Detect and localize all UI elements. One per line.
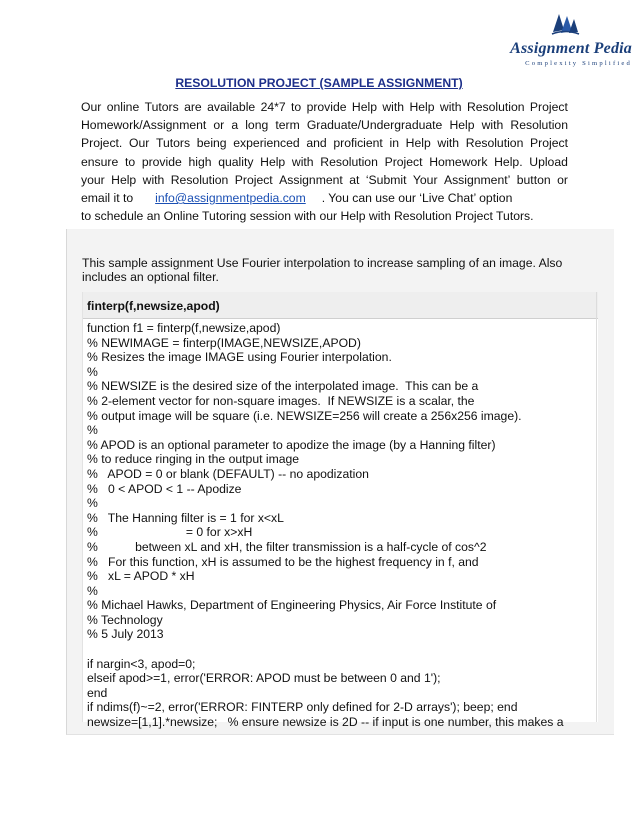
intro-word: and	[306, 136, 327, 151]
intro-word: ‘Submit	[365, 172, 407, 187]
code-scroll-edge	[596, 292, 597, 722]
intro-paragraph	[81, 98, 568, 225]
email-line-after: . You can use our ‘Live Chat’ option	[321, 191, 513, 206]
intro-word: with	[382, 100, 405, 114]
email-line-before: email it to	[81, 191, 134, 206]
intro-word: with	[291, 154, 314, 169]
intro-word: Help	[351, 100, 377, 114]
intro-word: provide	[141, 154, 182, 169]
intro-line	[81, 98, 568, 116]
intro-word: or	[557, 172, 568, 187]
code-line: % to reduce ringing in the output image	[87, 452, 300, 467]
intro-word: Help	[405, 136, 431, 151]
code-line: function f1 = finterp(f,newsize,apod)	[87, 321, 281, 335]
intro-word: Tutors	[144, 100, 179, 114]
code-line: % xL = APOD * xH	[87, 569, 195, 584]
intro-word: are	[184, 100, 202, 114]
intro-line	[81, 171, 568, 189]
code-line: %	[87, 364, 98, 379]
intro-word: Project	[234, 172, 273, 187]
intro-word: term	[275, 118, 300, 133]
code-line: %	[87, 496, 98, 511]
intro-word: Resolution	[510, 118, 568, 133]
intro-word: provide	[306, 100, 347, 114]
intro-word: to	[124, 154, 136, 169]
intro-word: button	[516, 172, 551, 187]
intro-word: with	[481, 118, 504, 133]
sample-description: This sample assignment Use Fourier interpolation to increase sampling of an image. Also includes an optional filter.	[82, 256, 563, 285]
intro-word: with	[439, 100, 462, 114]
intro-word: Project	[384, 154, 423, 169]
intro-word: available	[207, 100, 256, 114]
intro-word: Homework/Assignment	[81, 118, 207, 133]
code-line: % Michael Hawks, Department of Engineering Physics, Air Force Institute of	[87, 598, 497, 613]
intro-word: or	[213, 118, 225, 133]
intro-word: Project.	[81, 136, 123, 151]
intro-word: Upload	[529, 154, 568, 169]
intro-word: Our	[129, 136, 150, 151]
code-line: end	[87, 685, 108, 700]
code-line: if ndims(f)~=2, error('ERROR: FINTERP only defined for 2-D arrays'); beep; end	[87, 700, 518, 715]
code-line: % NEWIMAGE = finterp(IMAGE,NEWSIZE,APOD)	[87, 335, 361, 350]
assignmentpedia-logo	[492, 10, 632, 70]
intro-last-line: to schedule an Online Tutoring session with our Help with Resolution Project Tutors.	[81, 209, 534, 224]
intro-word: ensure	[81, 154, 119, 169]
intro-word: being	[196, 136, 227, 151]
code-line: if nargin<3, apod=0;	[87, 656, 196, 671]
code-block	[82, 292, 598, 730]
intro-word: Tutors	[156, 136, 191, 151]
intro-word: to	[291, 100, 302, 114]
code-line: % APOD is an optional parameter to apodize the image (by a Hanning filter)	[87, 437, 496, 452]
intro-word: Resolution	[465, 136, 524, 151]
intro-word: Resolution	[466, 100, 525, 114]
intro-word: 24*7	[260, 100, 286, 114]
intro-line	[81, 116, 568, 134]
intro-word: Homework	[429, 154, 488, 169]
intro-word: Assignment	[279, 172, 343, 187]
code-line: %	[87, 583, 98, 598]
intro-word: Resolution	[320, 154, 378, 169]
intro-word: long	[245, 118, 269, 133]
code-line: % = 0 for x>xH	[87, 525, 253, 540]
intro-word: in	[389, 136, 399, 151]
intro-word: Resolution	[170, 172, 229, 187]
intro-word: Help	[409, 100, 435, 114]
code-line: elseif apod>=1, error('ERROR: APOD must be between 0 and 1');	[87, 671, 441, 686]
intro-line	[81, 153, 568, 171]
code-line: newsize=[1,1].*newsize; % ensure newsize is 2D -- if input is one number, this makes a	[87, 715, 564, 730]
code-line: % NEWSIZE is the desired size of the interpolated image. This can be a	[87, 379, 479, 394]
intro-word: Graduate/Undergraduate	[306, 118, 443, 133]
code-line: % output image will be square (i.e. NEWSIZE=256 will create a 256x256 image).	[87, 408, 522, 423]
intro-word: Help	[260, 154, 286, 169]
code-line: %	[87, 423, 98, 438]
intro-word: Project	[529, 100, 568, 114]
code-line: % between xL and xH, the filter transmission is a half-cycle of cos^2	[87, 539, 487, 554]
intro-word: high	[188, 154, 212, 169]
code-line: % The Hanning filter is = 1 for x<xL	[87, 510, 284, 525]
intro-word: Your	[412, 172, 438, 187]
intro-line	[81, 134, 568, 152]
page-title: RESOLUTION PROJECT (SAMPLE ASSIGNMENT)	[175, 76, 463, 90]
intro-word: Assignment’	[443, 172, 511, 187]
code-body	[87, 321, 595, 730]
code-line: % APOD = 0 or blank (DEFAULT) -- no apodization	[87, 466, 369, 481]
intro-word: Help	[111, 172, 137, 187]
intro-word: at	[349, 172, 360, 187]
intro-word: with	[142, 172, 165, 187]
code-line: % For this function, xH is assumed to be the highest frequency in f, and	[87, 554, 479, 569]
logo-tagline: Complexity Simplified	[525, 60, 632, 67]
logo-name: Assignment Pedia	[510, 40, 632, 57]
code-line: % 2-element vector for non-square images. If NEWSIZE is a scalar, the	[87, 393, 475, 408]
code-line: % 0 < APOD < 1 -- Apodize	[87, 481, 242, 496]
intro-word: Help	[449, 118, 475, 133]
intro-word: proficient	[333, 136, 383, 151]
intro-word: your	[81, 172, 105, 187]
intro-word: Help.	[494, 154, 523, 169]
email-link[interactable]: info@assignmentpedia.com	[155, 191, 306, 206]
code-line	[87, 642, 595, 657]
intro-word: Project	[530, 136, 568, 151]
intro-word: Our	[81, 100, 102, 114]
code-header-label: finterp(f,newsize,apod)	[87, 299, 220, 313]
intro-word: a	[231, 118, 239, 133]
code-line: % 5 July 2013	[87, 627, 164, 642]
intro-word: experienced	[233, 136, 300, 151]
book-logo-icon	[550, 10, 580, 40]
intro-word: quality	[218, 154, 254, 169]
code-line: % Technology	[87, 612, 163, 627]
intro-word: online	[106, 100, 140, 114]
intro-word: with	[437, 136, 460, 151]
code-header	[83, 292, 598, 319]
email-line	[81, 189, 568, 207]
code-line: % Resizes the image IMAGE using Fourier interpolation.	[87, 350, 392, 365]
